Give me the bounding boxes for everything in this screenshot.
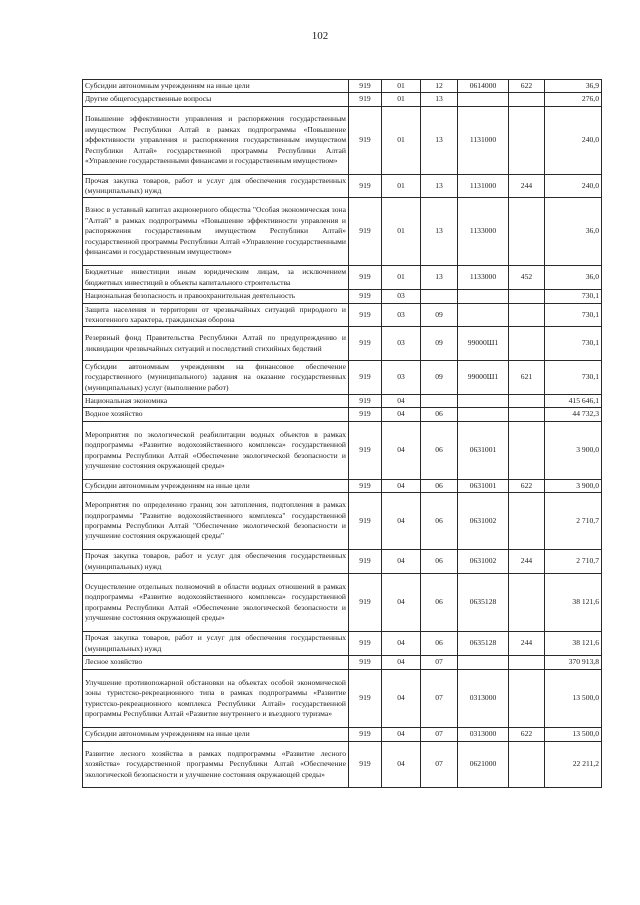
row-pr: 09 xyxy=(421,327,458,361)
row-csr: 1131000 xyxy=(458,107,509,175)
row-name: Прочая закупка товаров, работ и услуг для обеспечения государственных (муниципальных) нужд xyxy=(83,550,349,574)
row-csr: 0631002 xyxy=(458,550,509,574)
row-vr xyxy=(509,656,545,670)
table-row xyxy=(83,395,602,408)
row-name: Прочая закупка товаров, работ и услуг для обеспечения государственных (муниципальных) нужд xyxy=(83,175,349,198)
row-sum: 13 500,0 xyxy=(545,670,602,728)
row-rz: 03 xyxy=(382,304,421,327)
table-row xyxy=(83,175,602,198)
table-row xyxy=(83,80,602,93)
row-ved: 919 xyxy=(349,361,382,395)
row-csr: 1133000 xyxy=(458,198,509,266)
row-pr: 13 xyxy=(421,266,458,290)
row-rz: 04 xyxy=(382,632,421,656)
row-rz: 04 xyxy=(382,742,421,788)
row-ved: 919 xyxy=(349,728,382,742)
row-csr: 0635128 xyxy=(458,632,509,656)
row-ved: 919 xyxy=(349,408,382,422)
row-rz: 01 xyxy=(382,80,421,93)
row-name: Водное хозяйство xyxy=(83,408,349,422)
row-name: Лесное хозяйство xyxy=(83,656,349,670)
row-rz: 04 xyxy=(382,395,421,408)
row-ved: 919 xyxy=(349,422,382,480)
row-rz: 04 xyxy=(382,422,421,480)
row-pr: 07 xyxy=(421,656,458,670)
row-csr: 99000Ш1 xyxy=(458,327,509,361)
row-name: Повышение эффективности управления и распоряжения государственным имуществом Республики Алтай в рамках подпрограммы «Повышение эффективности управления и распоряжения государственным имуществом Республики Алтай» государственной программы Республики Алтай «Управление государственными финансами и государственным имуществом» xyxy=(83,107,349,175)
row-vr xyxy=(509,408,545,422)
row-sum: 415 646,1 xyxy=(545,395,602,408)
row-rz: 03 xyxy=(382,327,421,361)
row-vr xyxy=(509,395,545,408)
row-sum: 36,0 xyxy=(545,198,602,266)
row-vr xyxy=(509,107,545,175)
table-row xyxy=(83,290,602,304)
row-ved: 919 xyxy=(349,175,382,198)
row-csr: 0631001 xyxy=(458,480,509,493)
row-sum: 38 121,6 xyxy=(545,574,602,632)
row-name: Субсидии автономным учреждениям на финансовое обеспечение государственного (муниципального) задания на оказание государственных (муниципальных) услуг (выполнение работ) xyxy=(83,361,349,395)
row-rz: 01 xyxy=(382,93,421,107)
row-csr: 1133000 xyxy=(458,266,509,290)
row-csr: 1131000 xyxy=(458,175,509,198)
row-rz: 04 xyxy=(382,728,421,742)
row-name: Национальная экономика xyxy=(83,395,349,408)
row-sum: 36,0 xyxy=(545,266,602,290)
table-row xyxy=(83,742,602,788)
row-pr xyxy=(421,290,458,304)
row-csr: 0313000 xyxy=(458,728,509,742)
budget-table xyxy=(82,79,602,788)
row-rz: 01 xyxy=(382,198,421,266)
row-vr xyxy=(509,290,545,304)
row-vr xyxy=(509,198,545,266)
row-vr: 244 xyxy=(509,632,545,656)
row-pr: 09 xyxy=(421,361,458,395)
table-row xyxy=(83,304,602,327)
row-vr: 244 xyxy=(509,175,545,198)
row-csr xyxy=(458,304,509,327)
row-pr: 06 xyxy=(421,632,458,656)
row-sum: 13 500,0 xyxy=(545,728,602,742)
row-sum: 240,0 xyxy=(545,107,602,175)
row-vr xyxy=(509,493,545,550)
table-row xyxy=(83,107,602,175)
row-sum: 730,1 xyxy=(545,304,602,327)
row-csr xyxy=(458,656,509,670)
row-name: Субсидии автономным учреждениям на иные цели xyxy=(83,80,349,93)
row-vr xyxy=(509,670,545,728)
table-row xyxy=(83,327,602,361)
row-sum: 2 710,7 xyxy=(545,493,602,550)
table-row xyxy=(83,656,602,670)
row-ved: 919 xyxy=(349,290,382,304)
row-csr: 0614000 xyxy=(458,80,509,93)
row-pr: 13 xyxy=(421,198,458,266)
row-name: Взнос в уставный капитал акционерного общества "Особая экономическая зона "Алтай" в рамках подпрограммы «Повышение эффективности управления и распоряжения государственным имуществом Республики Алтай» государственной программы Республики Алтай «Управление государственными финансами и государственным имуществом» xyxy=(83,198,349,266)
row-pr: 12 xyxy=(421,80,458,93)
row-vr xyxy=(509,304,545,327)
row-vr xyxy=(509,422,545,480)
row-vr: 244 xyxy=(509,550,545,574)
row-csr xyxy=(458,395,509,408)
row-rz: 04 xyxy=(382,408,421,422)
row-ved: 919 xyxy=(349,93,382,107)
row-sum: 730,1 xyxy=(545,361,602,395)
row-pr: 06 xyxy=(421,480,458,493)
row-vr: 621 xyxy=(509,361,545,395)
row-sum: 36,9 xyxy=(545,80,602,93)
row-ved: 919 xyxy=(349,327,382,361)
row-pr: 06 xyxy=(421,422,458,480)
row-ved: 919 xyxy=(349,493,382,550)
row-vr xyxy=(509,574,545,632)
row-name: Мероприятия по экологической реабилитации водных объектов в рамках подпрограммы «Развитие водохозяйственного комплекса» государственной программы Республики Алтай «Обеспечение экологической безопасности и улучшение состояния окружающей среды» xyxy=(83,422,349,480)
row-rz: 04 xyxy=(382,670,421,728)
row-name: Улучшение противопожарной обстановки на объектах особой экономической зоны туристско-рекреационного типа в рамках подпрограммы «Развитие туристско-рекреационного комплекса Республики Алтай» государственной программы Республики Алтай «Развитие внутреннего и въездного туризма» xyxy=(83,670,349,728)
row-rz: 04 xyxy=(382,656,421,670)
row-ved: 919 xyxy=(349,574,382,632)
row-rz: 04 xyxy=(382,550,421,574)
row-name: Другие общегосударственные вопросы xyxy=(83,93,349,107)
row-rz: 04 xyxy=(382,574,421,632)
row-name: Мероприятия по определению границ зон затопления, подтопления в рамках подпрограммы "Развитие водохозяйственного комплекса" государственной программы Республики Алтай "Обеспечение экологической безопасности и улучшение состояния окружающей среды" xyxy=(83,493,349,550)
row-name: Бюджетные инвестиции иным юридическим лицам, за исключением бюджетных инвестиций в объекты капитального строительства xyxy=(83,266,349,290)
row-pr: 13 xyxy=(421,93,458,107)
row-rz: 04 xyxy=(382,493,421,550)
row-ved: 919 xyxy=(349,395,382,408)
row-sum: 3 900,0 xyxy=(545,422,602,480)
row-sum: 2 710,7 xyxy=(545,550,602,574)
row-csr: 99000Ш1 xyxy=(458,361,509,395)
row-sum: 730,1 xyxy=(545,327,602,361)
row-ved: 919 xyxy=(349,80,382,93)
row-pr: 06 xyxy=(421,574,458,632)
row-ved: 919 xyxy=(349,742,382,788)
table-row xyxy=(83,93,602,107)
row-pr: 07 xyxy=(421,670,458,728)
row-pr: 06 xyxy=(421,493,458,550)
row-sum: 44 732,3 xyxy=(545,408,602,422)
table-row xyxy=(83,550,602,574)
row-vr: 452 xyxy=(509,266,545,290)
row-rz: 01 xyxy=(382,107,421,175)
row-pr: 13 xyxy=(421,107,458,175)
row-sum: 38 121,6 xyxy=(545,632,602,656)
row-pr: 13 xyxy=(421,175,458,198)
row-name: Субсидии автономным учреждениям на иные цели xyxy=(83,728,349,742)
row-pr: 07 xyxy=(421,742,458,788)
table-row xyxy=(83,266,602,290)
table-row xyxy=(83,670,602,728)
row-name: Защита населения и территории от чрезвычайных ситуаций природного и техногенного характера, гражданская оборона xyxy=(83,304,349,327)
row-ved: 919 xyxy=(349,198,382,266)
row-ved: 919 xyxy=(349,670,382,728)
row-sum: 240,0 xyxy=(545,175,602,198)
row-rz: 03 xyxy=(382,361,421,395)
row-pr: 07 xyxy=(421,728,458,742)
row-name: Осуществление отдельных полномочий в области водных отношений в рамках подпрограммы «Развитие водохозяйственного комплекса» государственной программы Республики Алтай «Обеспечение экологической безопасности и улучшение состояния окружающей среды» xyxy=(83,574,349,632)
row-name: Развитие лесного хозяйства в рамках подпрограммы «Развитие лесного хозяйства» государственной программы Республики Алтай «Обеспечение экологической безопасности и улучшение состояния окружающей среды» xyxy=(83,742,349,788)
row-rz: 04 xyxy=(382,480,421,493)
row-sum: 276,0 xyxy=(545,93,602,107)
row-ved: 919 xyxy=(349,632,382,656)
row-csr xyxy=(458,290,509,304)
row-ved: 919 xyxy=(349,304,382,327)
row-csr: 0631001 xyxy=(458,422,509,480)
row-vr: 622 xyxy=(509,80,545,93)
row-name: Резервный фонд Правительства Республики Алтай по предупреждению и ликвидации чрезвычайных ситуаций и последствий стихийных бедствий xyxy=(83,327,349,361)
row-rz: 01 xyxy=(382,266,421,290)
row-pr: 06 xyxy=(421,408,458,422)
row-rz: 03 xyxy=(382,290,421,304)
table-row xyxy=(83,493,602,550)
table-row xyxy=(83,480,602,493)
row-csr: 0635128 xyxy=(458,574,509,632)
row-name: Прочая закупка товаров, работ и услуг для обеспечения государственных (муниципальных) нужд xyxy=(83,632,349,656)
row-sum: 730,1 xyxy=(545,290,602,304)
row-csr xyxy=(458,93,509,107)
row-ved: 919 xyxy=(349,266,382,290)
row-name: Национальная безопасность и правоохранительная деятельность xyxy=(83,290,349,304)
row-csr: 0313000 xyxy=(458,670,509,728)
row-name: Субсидии автономным учреждениям на иные цели xyxy=(83,480,349,493)
row-vr: 622 xyxy=(509,480,545,493)
table-row xyxy=(83,574,602,632)
row-csr xyxy=(458,408,509,422)
table-row xyxy=(83,361,602,395)
row-ved: 919 xyxy=(349,656,382,670)
row-vr xyxy=(509,742,545,788)
row-ved: 919 xyxy=(349,107,382,175)
table-row xyxy=(83,408,602,422)
row-vr: 622 xyxy=(509,728,545,742)
row-vr xyxy=(509,327,545,361)
table-row xyxy=(83,198,602,266)
table-row xyxy=(83,422,602,480)
table-row xyxy=(83,728,602,742)
row-pr xyxy=(421,395,458,408)
row-sum: 22 211,2 xyxy=(545,742,602,788)
row-sum: 370 913,8 xyxy=(545,656,602,670)
row-ved: 919 xyxy=(349,480,382,493)
row-ved: 919 xyxy=(349,550,382,574)
page-number: 102 xyxy=(311,30,329,42)
table-row xyxy=(83,632,602,656)
row-pr: 06 xyxy=(421,550,458,574)
row-csr: 0621000 xyxy=(458,742,509,788)
row-pr: 09 xyxy=(421,304,458,327)
row-csr: 0631002 xyxy=(458,493,509,550)
row-rz: 01 xyxy=(382,175,421,198)
row-vr xyxy=(509,93,545,107)
row-sum: 3 900,0 xyxy=(545,480,602,493)
